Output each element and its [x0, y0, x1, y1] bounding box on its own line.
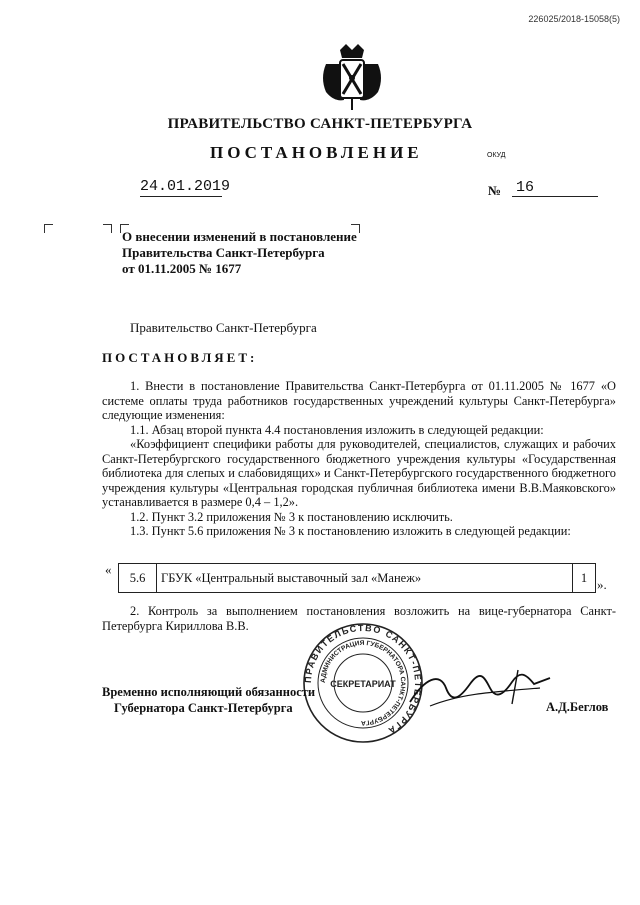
okud-label: ОКУД — [487, 152, 506, 159]
decree-heading: ПОСТАНОВЛЕНИЕ — [210, 143, 423, 162]
paragraph: «Коэффициент специфики работы для руководителей, специалистов, служащих и рабочих Санкт-Петербургского государственного бюджетного учреждения культуры «Государственная библиотека для слепых и слабовидящих» и Санкт-Петербургского государственного бюджетного учреждения культуры «Центральная городская публичная библиотека имени В.В.Маяковского» устанавливается в размере 0,4 – 1,2». — [102, 437, 616, 509]
number-label: № — [488, 183, 502, 198]
paragraph: 1.3. Пункт 5.6 приложения № 3 к постановлению изложить в следующей редакции: — [130, 524, 571, 538]
seal-center-text: СЕКРЕТАРИАТ — [330, 679, 396, 689]
institution-name: ГБУК «Центральный выставочный зал «Манеж» — [157, 564, 573, 592]
issuer: Правительство Санкт-Петербурга — [130, 320, 317, 335]
seal-outer-text: ПРАВИТЕЛЬСТВО САНКТ-ПЕТЕРБУРГА — [302, 622, 424, 737]
open-quote: « — [105, 562, 112, 577]
decree-subject — [122, 229, 357, 277]
signatory-title — [102, 684, 315, 716]
paragraph: 2. Контроль за выполнением постановления возложить на вице-губернатора Санкт-Петербурга Кириллова В.В. — [102, 604, 616, 633]
row-number: 5.6 — [119, 564, 157, 592]
close-quote: ». — [597, 577, 607, 592]
paragraph: 1.2. Пункт 3.2 приложения № 3 к постановлению исключить. — [130, 509, 453, 524]
signatory-name: А.Д.Беглов — [546, 700, 609, 714]
decree-date: 24.01.2019 — [140, 178, 231, 195]
decree-body — [102, 379, 616, 539]
handwritten-signature-icon — [400, 658, 560, 718]
government-title: ПРАВИТЕЛЬСТВО САНКТ-ПЕТЕРБУРГА — [167, 116, 473, 132]
subject-line: от 01.11.2005 № 1677 — [122, 261, 242, 276]
document-number: 226025/2018-15058(5) — [528, 14, 620, 24]
paragraph: 1. Внести в постановление Правительства Санкт-Петербурга от 01.11.2005 № 1677 «О системе оплаты труда работников государственных учреждений культуры Санкт-Петербурга» следующие изменения: — [102, 379, 616, 422]
seal-inner-text: АДМИНИСТРАЦИЯ ГУБЕРНАТОРА САНКТ-ПЕТЕРБУРГА — [319, 639, 407, 727]
amendment-table-row — [118, 563, 596, 593]
corner-mark — [44, 224, 53, 233]
resolves-heading: ПОСТАНОВЛЯЕТ: — [102, 350, 258, 365]
paragraph: 1.1. Абзац второй пункта 4.4 постановления изложить в следующей редакции: — [130, 422, 544, 437]
subject-line: Правительства Санкт-Петербурга — [122, 245, 325, 260]
corner-mark — [103, 224, 112, 233]
signatory-title-line: Временно исполняющий обязанности — [102, 685, 316, 699]
subject-line: О внесении изменений в постановление — [122, 229, 357, 244]
signatory-title-line: Губернатора Санкт-Петербурга — [114, 701, 293, 715]
coefficient-value: 1 — [580, 570, 588, 585]
coat-of-arms-icon — [318, 42, 386, 112]
decree-number: 16 — [512, 179, 598, 197]
